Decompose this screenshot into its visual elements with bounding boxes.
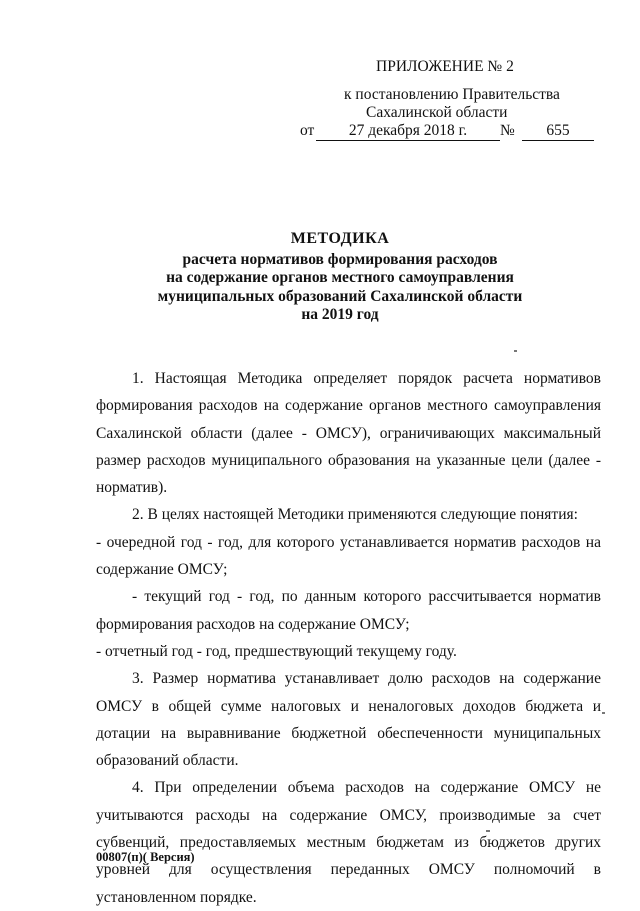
paragraph-2: 2. В целях настоящей Методики применяются следующие понятия: (132, 506, 578, 524)
heading-line: расчета нормативов формирования расходов (182, 250, 498, 268)
appendix-decree-line: к постановлению Правительства (344, 86, 560, 103)
scan-speck (514, 350, 517, 352)
document-heading (60, 230, 620, 325)
paragraph-4: 4. При определении объема расходов на содержание ОМСУ не учитываются расходы на содержание ОМСУ, производимые за счет субвенций, предоставляемых местным бюджетам из бюджетов других уровней для осуществления переданных ОМСУ полномочий в установленном порядке. (96, 779, 601, 906)
document-body (96, 365, 601, 911)
heading-line: на 2019 год (301, 306, 379, 323)
definition-current-year: - текущий год - год, по данным которого рассчитывается норматив формирования расходов на содержание ОМСУ; (96, 588, 601, 633)
appendix-region-line: Сахалинской области (366, 104, 508, 121)
heading-title: МЕТОДИКА (290, 230, 390, 247)
footer-code: 00807(п)( Версия) (96, 850, 195, 864)
number-label: № (500, 122, 515, 139)
date-from-label: от (300, 122, 315, 139)
decree-number: 655 (522, 122, 594, 141)
paragraph-3: 3. Размер норматива устанавливает долю расходов на содержание ОМСУ в общей сумме налоговых и неналоговых доходов бюджета и дотации на выравнивание бюджетной обеспеченности муниципальных образований области. (96, 670, 601, 770)
scan-speck (486, 830, 490, 832)
heading-line: муниципальных образований Сахалинской области (157, 287, 523, 305)
definition-report-year: - отчетный год - год, предшествующий текущему году. (96, 642, 457, 660)
appendix-title: ПРИЛОЖЕНИЕ № 2 (376, 58, 514, 75)
paragraph-1: 1. Настоящая Методика определяет порядок расчета нормативов формирования расходов на содержание органов местного самоуправления Сахалинской области (далее - ОМСУ), ограничивающих максимальный размер расходов муниципального образования на указанные цели (далее - норматив). (96, 370, 601, 497)
scan-speck (602, 712, 605, 714)
decree-date: 27 декабря 2018 г. (316, 122, 500, 141)
definition-next-year: - очередной год - год, для которого устанавливается норматив расходов на содержание ОМСУ; (96, 533, 601, 579)
heading-line: на содержание органов местного самоуправления (166, 269, 514, 286)
